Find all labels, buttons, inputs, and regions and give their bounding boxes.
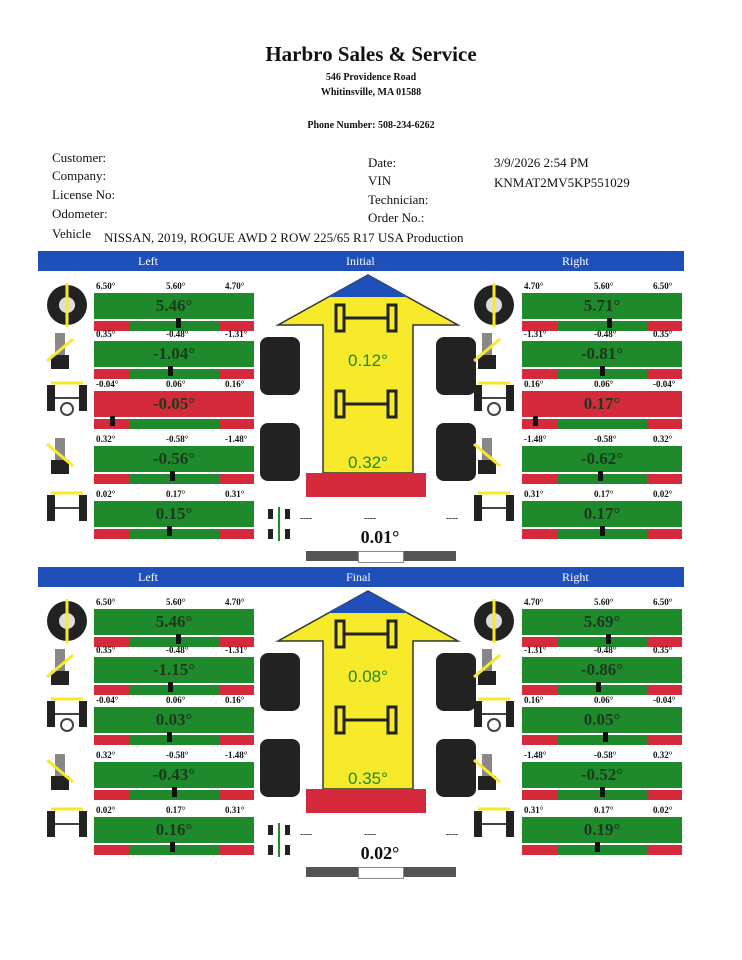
scale-min: 0.32° (96, 750, 116, 760)
alignment-rear-toe-icon (45, 807, 89, 846)
scale-mid: 0.06° (594, 379, 614, 389)
alignment-toe-steer-icon (45, 697, 89, 738)
measurement-value: -0.81° (522, 341, 682, 367)
band-title: Final (346, 570, 371, 584)
measurement-value: 5.69° (522, 609, 682, 635)
vehicle-value: NISSAN, 2019, ROGUE AWD 2 ROW 225/65 R17 USA Production (104, 230, 464, 245)
measurement-value: -1.04° (94, 341, 254, 367)
vin-label: VIN (368, 173, 392, 188)
scale-mid: 5.60° (594, 597, 614, 607)
band-right-label: Right (562, 570, 589, 584)
scale-mid: -0.58° (594, 434, 617, 444)
tolerance-bar (94, 369, 254, 379)
scale-mid: -0.48° (166, 329, 189, 339)
alignment-rear-toe-icon (472, 491, 516, 530)
measurement-value: 0.16° (94, 817, 254, 843)
scale-max: -1.48° (225, 750, 248, 760)
scale-min: 0.35° (96, 329, 116, 339)
scale-max: 0.35° (653, 645, 673, 655)
alignment-strut-caster-icon (472, 647, 502, 694)
tolerance-marker (110, 416, 115, 426)
alignment-wheel-camber-icon (45, 283, 89, 332)
measurement-value: 5.46° (94, 609, 254, 635)
tolerance-marker (176, 318, 181, 328)
tolerance-bar (94, 845, 254, 855)
scale-mid: 0.17° (166, 489, 186, 499)
scale-max: 0.31° (225, 489, 245, 499)
scale-min: -0.04° (96, 379, 119, 389)
scale-min: -1.48° (524, 434, 547, 444)
measurement-value: 0.03° (94, 707, 254, 733)
scale-max: 0.32° (653, 434, 673, 444)
scale-mid: -0.48° (594, 645, 617, 655)
band-left-label: Left (138, 254, 158, 268)
thrust-dash: ---- (446, 829, 458, 839)
measurement-value: 0.15° (94, 501, 254, 527)
tolerance-bar (94, 685, 254, 695)
scale-max: 6.50° (653, 281, 673, 291)
thrust-angle-value: 0.02° (360, 843, 400, 863)
scale-min: 4.70° (524, 597, 544, 607)
scale-mid: 5.60° (166, 281, 186, 291)
alignment-rear-camber-icon (45, 752, 75, 799)
thrust-dash: ---- (446, 513, 458, 523)
scale-mid: -0.58° (166, 434, 189, 444)
tolerance-bar (94, 790, 254, 800)
rear-total-toe: 0.32° (348, 453, 388, 472)
tolerance-marker (603, 732, 608, 742)
tolerance-marker (167, 732, 172, 742)
tolerance-bar (522, 419, 682, 429)
scale-min: -1.48° (524, 750, 547, 760)
measurement-value: -0.52° (522, 762, 682, 788)
scale-max: -0.04° (653, 695, 676, 705)
scale-mid: -0.58° (594, 750, 617, 760)
address-line1: 546 Providence Road (325, 72, 417, 83)
scale-min: 6.50° (96, 597, 116, 607)
thrust-dash: ---- (300, 829, 312, 839)
scale-min: 0.31° (524, 805, 544, 815)
vehicle-label: Vehicle (52, 226, 91, 241)
scale-mid: 0.06° (166, 379, 186, 389)
tolerance-bar (522, 369, 682, 379)
thrust-bar (306, 551, 456, 561)
scale-min: 0.32° (96, 434, 116, 444)
address-line2: Whitinsville, MA 01588 (320, 87, 422, 98)
tolerance-bar (522, 529, 682, 539)
scale-min: -1.31° (524, 329, 547, 339)
tolerance-marker (596, 682, 601, 692)
phone-number: Phone Number: 508-234-6262 (307, 120, 435, 131)
tolerance-marker (600, 526, 605, 536)
tolerance-marker (607, 318, 612, 328)
scale-mid: 0.17° (594, 489, 614, 499)
rear-total-toe: 0.35° (348, 769, 388, 788)
vin-value: KNMAT2MV5KP551029 (494, 175, 630, 190)
scale-min: -1.31° (524, 645, 547, 655)
alignment-rear-toe-icon (472, 807, 516, 846)
tolerance-bar (94, 419, 254, 429)
measurement-value: -0.05° (94, 391, 254, 417)
scale-max: -1.31° (225, 645, 248, 655)
tolerance-bar (522, 474, 682, 484)
scale-max: -1.48° (225, 434, 248, 444)
scale-mid: 0.06° (166, 695, 186, 705)
measurement-value: -1.15° (94, 657, 254, 683)
front-total-toe: 0.12° (348, 351, 388, 370)
alignment-strut-caster-icon (472, 331, 502, 378)
measurement-value: 0.17° (522, 391, 682, 417)
tolerance-bar (522, 790, 682, 800)
tolerance-bar (522, 845, 682, 855)
measurement-value: 5.71° (522, 293, 682, 319)
scale-mid: -0.58° (166, 750, 189, 760)
date-value: 3/9/2026 2:54 PM (494, 155, 589, 170)
thrust-dash: ---- (300, 513, 312, 523)
technician-label: Technician: (368, 192, 429, 207)
tolerance-marker (598, 471, 603, 481)
band-right-label: Right (562, 254, 589, 268)
scale-min: 0.16° (524, 379, 544, 389)
tolerance-marker (172, 787, 177, 797)
shop-name: Harbro Sales & Service (265, 42, 477, 66)
scale-mid: 5.60° (594, 281, 614, 291)
alignment-toe-steer-icon (472, 697, 516, 738)
alignment-rear-camber-icon (472, 752, 502, 799)
thrust-dash: ---- (364, 829, 376, 839)
thrust-angle-value: 0.01° (360, 527, 400, 547)
order-label: Order No.: (368, 210, 425, 225)
scale-max: 0.02° (653, 489, 673, 499)
alignment-wheel-camber-icon (472, 283, 516, 332)
scale-max: 0.16° (225, 695, 245, 705)
scale-max: 4.70° (225, 281, 245, 291)
tolerance-marker (167, 526, 172, 536)
tolerance-bar (522, 735, 682, 745)
measurement-value: -0.56° (94, 446, 254, 472)
section-band (38, 251, 684, 271)
alignment-rear-camber-icon (45, 436, 75, 483)
alignment-rear-toe-icon (45, 491, 89, 530)
scale-min: 0.31° (524, 489, 544, 499)
scale-max: 0.35° (653, 329, 673, 339)
tolerance-bar (94, 474, 254, 484)
scale-mid: 0.06° (594, 695, 614, 705)
tolerance-marker (176, 634, 181, 644)
measurement-value: -0.43° (94, 762, 254, 788)
scale-mid: 5.60° (166, 597, 186, 607)
alignment-strut-caster-icon (45, 647, 75, 694)
scale-max: 0.16° (225, 379, 245, 389)
scale-max: 0.31° (225, 805, 245, 815)
scale-min: 0.02° (96, 489, 116, 499)
section-initial (0, 251, 742, 571)
scale-max: 0.32° (653, 750, 673, 760)
thrust-dash: ---- (364, 513, 376, 523)
tolerance-marker (600, 366, 605, 376)
scale-min: -0.04° (96, 695, 119, 705)
band-title: Initial (346, 254, 375, 268)
alignment-wheel-camber-icon (472, 599, 516, 648)
scale-mid: -0.48° (166, 645, 189, 655)
front-total-toe: 0.08° (348, 667, 388, 686)
alignment-strut-caster-icon (45, 331, 75, 378)
alignment-toe-steer-icon (45, 381, 89, 422)
scale-min: 6.50° (96, 281, 116, 291)
tolerance-bar (94, 529, 254, 539)
measurement-value: 0.05° (522, 707, 682, 733)
section-final (0, 567, 742, 897)
scale-max: 0.02° (653, 805, 673, 815)
tolerance-marker (168, 366, 173, 376)
thrust-icon (266, 823, 292, 862)
section-band (38, 567, 684, 587)
measurement-value: -0.86° (522, 657, 682, 683)
scale-max: -1.31° (225, 329, 248, 339)
license-label: License No: (52, 187, 116, 202)
alignment-wheel-camber-icon (45, 599, 89, 648)
tolerance-marker (168, 682, 173, 692)
scale-min: 0.16° (524, 695, 544, 705)
thrust-icon (266, 507, 292, 546)
tolerance-marker (600, 787, 605, 797)
tolerance-marker (170, 842, 175, 852)
measurement-value: 0.19° (522, 817, 682, 843)
scale-mid: -0.48° (594, 329, 617, 339)
date-label: Date: (368, 155, 397, 170)
tolerance-marker (170, 471, 175, 481)
scale-max: 6.50° (653, 597, 673, 607)
alignment-rear-camber-icon (472, 436, 502, 483)
thrust-bar (306, 867, 456, 877)
company-label: Company: (52, 168, 107, 183)
measurement-value: 0.17° (522, 501, 682, 527)
tolerance-marker (595, 842, 600, 852)
scale-max: 4.70° (225, 597, 245, 607)
measurement-value: 5.46° (94, 293, 254, 319)
scale-mid: 0.17° (594, 805, 614, 815)
measurement-value: -0.62° (522, 446, 682, 472)
scale-max: -0.04° (653, 379, 676, 389)
tolerance-marker (533, 416, 538, 426)
tolerance-marker (606, 634, 611, 644)
scale-min: 0.02° (96, 805, 116, 815)
customer-label: Customer: (52, 150, 107, 165)
scale-min: 4.70° (524, 281, 544, 291)
band-left-label: Left (138, 570, 158, 584)
tolerance-bar (522, 685, 682, 695)
alignment-toe-steer-icon (472, 381, 516, 422)
tolerance-bar (94, 735, 254, 745)
scale-mid: 0.17° (166, 805, 186, 815)
scale-min: 0.35° (96, 645, 116, 655)
odometer-label: Odometer: (52, 206, 108, 221)
